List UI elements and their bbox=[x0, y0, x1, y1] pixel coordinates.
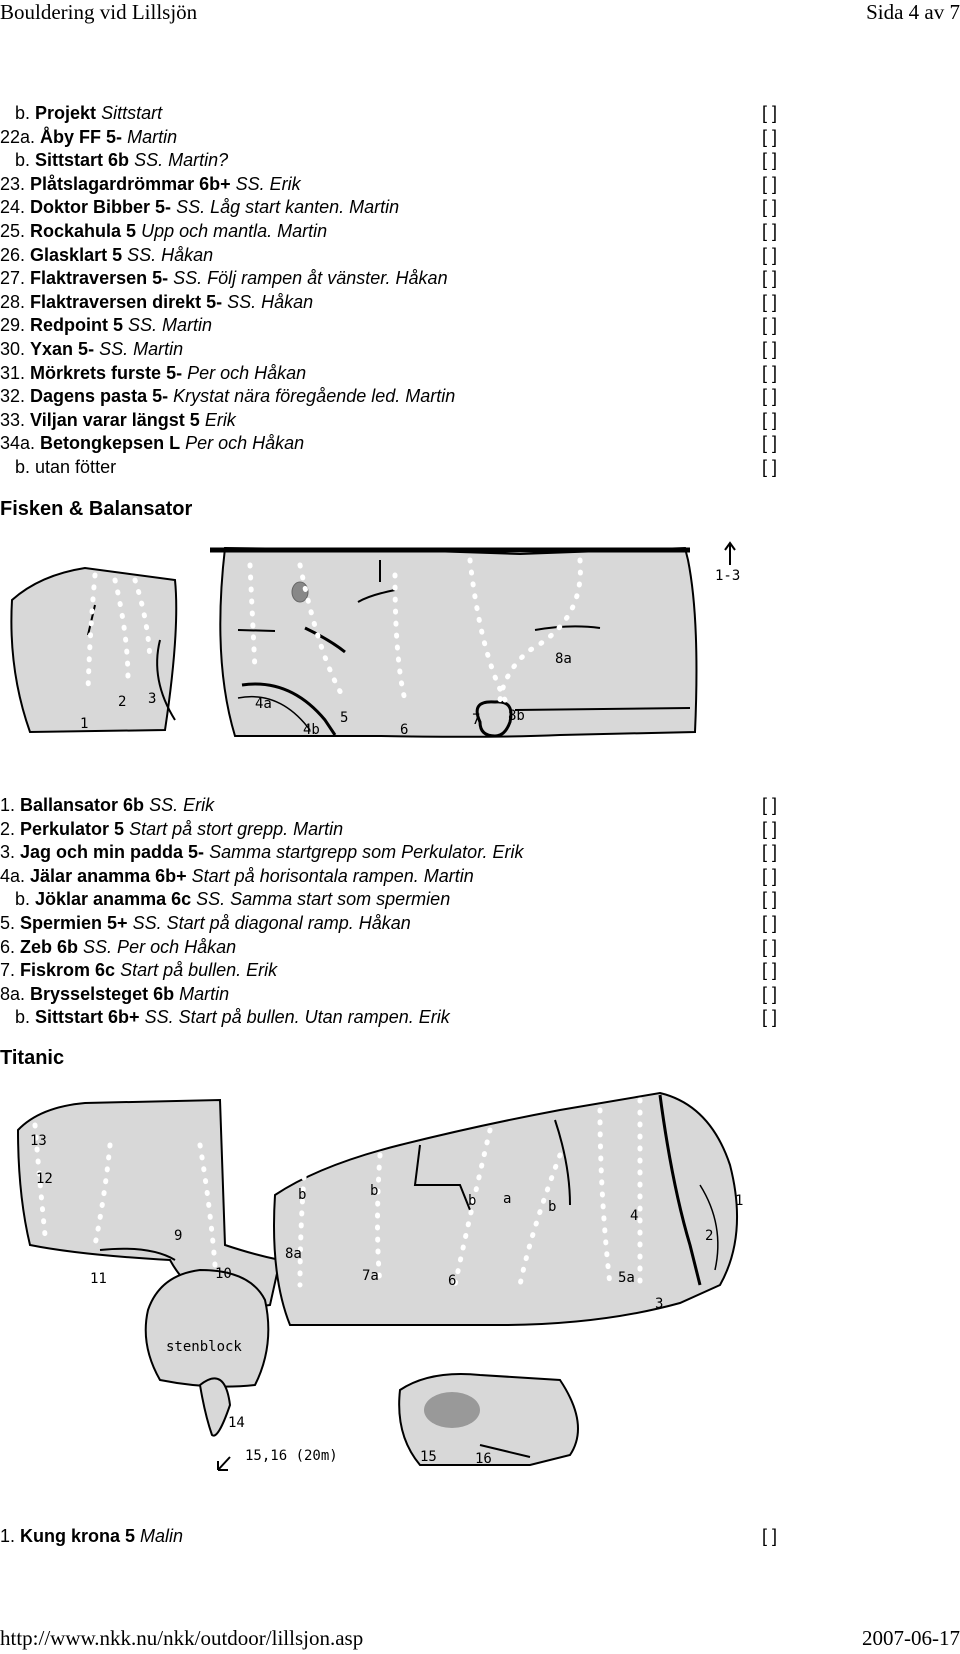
problem-note: Martin bbox=[179, 983, 230, 1004]
page-number: Sida 4 av 7 bbox=[866, 0, 960, 24]
list-item bbox=[0, 338, 780, 362]
list-item bbox=[0, 362, 780, 386]
problem-note: SS. Start på diagonal ramp. Håkan bbox=[132, 912, 411, 933]
problem-num: b. bbox=[0, 1007, 36, 1028]
problem-name: Spermien 5+ bbox=[20, 912, 128, 933]
problem-note: SS. Martin bbox=[128, 315, 213, 336]
list-item bbox=[0, 1006, 780, 1030]
problem-name: Projekt bbox=[35, 103, 97, 123]
problem-name: Kung krona 5 bbox=[20, 1526, 136, 1546]
tick-box: [ ] bbox=[761, 409, 777, 430]
topo-label: b bbox=[548, 1199, 557, 1215]
problem-note: Krystat nära föregående led. Martin bbox=[173, 386, 456, 407]
tick-box: [ ] bbox=[761, 983, 777, 1004]
topo-label: 4 bbox=[630, 1208, 639, 1224]
list-item bbox=[0, 888, 780, 912]
topo-label: b bbox=[468, 1193, 477, 1209]
problem-name: Betongkepsen L bbox=[40, 433, 181, 454]
list-item bbox=[0, 936, 780, 960]
topo-label: a bbox=[503, 1191, 512, 1207]
problem-name: Flaktraversen direkt 5- bbox=[30, 291, 223, 312]
topo-label: 11 bbox=[90, 1271, 107, 1287]
problem-note: SS. Håkan bbox=[227, 291, 314, 312]
problem-name: Sittstart 6b bbox=[35, 150, 130, 171]
footer-url: http://www.nkk.nu/nkk/outdoor/lillsjon.asp bbox=[0, 1626, 364, 1650]
problem-num: 31. bbox=[0, 362, 31, 383]
problem-num: 28. bbox=[0, 291, 31, 312]
problem-name: Mörkrets furste 5- bbox=[30, 362, 183, 383]
problem-num: 33. bbox=[0, 409, 31, 430]
problem-name: Redpoint 5 bbox=[30, 315, 124, 336]
topo-label: 8b bbox=[508, 708, 525, 724]
document-title: Bouldering vid Lillsjön bbox=[0, 0, 198, 24]
topo-label: 10 bbox=[215, 1266, 232, 1282]
problem-name: Glasklart 5 bbox=[30, 244, 123, 265]
list-item bbox=[0, 818, 780, 842]
tick-box: [ ] bbox=[761, 315, 777, 336]
tick-box: [ ] bbox=[761, 103, 777, 123]
topo-label: 4b bbox=[303, 722, 320, 738]
problem-note: SS. Erik bbox=[235, 173, 301, 194]
problem-note: Malin bbox=[140, 1526, 184, 1546]
topo-label: 6 bbox=[400, 722, 409, 738]
problem-num: 24. bbox=[0, 197, 31, 218]
topo-label: 13 bbox=[30, 1133, 47, 1149]
problem-num: 8a. bbox=[0, 983, 31, 1004]
problem-num: 4a. bbox=[0, 865, 31, 886]
problem-name: Brysselsteget 6b bbox=[30, 983, 175, 1004]
list-item bbox=[0, 456, 780, 480]
tick-box: [ ] bbox=[761, 244, 777, 265]
tick-box: [ ] bbox=[761, 842, 777, 863]
problem-num: 7. bbox=[0, 960, 21, 981]
problem-name: Flaktraversen 5- bbox=[30, 268, 169, 289]
list-item bbox=[0, 385, 780, 409]
problem-note: Start på bullen. Erik bbox=[120, 960, 278, 981]
tick-box: [ ] bbox=[761, 1007, 777, 1028]
topo-label: 2 bbox=[705, 1228, 714, 1244]
problem-name: Jag och min padda 5- bbox=[20, 842, 205, 863]
list-item bbox=[0, 102, 780, 126]
list-item bbox=[0, 314, 780, 338]
problem-name: Perkulator 5 bbox=[20, 818, 125, 839]
topo-label: 1 bbox=[735, 1193, 744, 1209]
topo-label: 14 bbox=[228, 1415, 245, 1431]
topo-label: 15,16 (20m) bbox=[245, 1448, 338, 1464]
problem-note: SS. Samma start som spermien bbox=[196, 889, 451, 910]
topo-label: stenblock bbox=[166, 1339, 242, 1355]
topo-label: 7 bbox=[472, 712, 481, 728]
problem-name: Dagens pasta 5- bbox=[30, 386, 169, 407]
problem-num: 2. bbox=[0, 818, 21, 839]
list-item bbox=[0, 220, 780, 244]
topo-label: 9 bbox=[174, 1228, 183, 1244]
topo-label: 1 bbox=[80, 716, 89, 732]
topo-fisken-balansator bbox=[0, 540, 780, 780]
list-item bbox=[0, 794, 780, 818]
topo-label: 3 bbox=[148, 691, 157, 707]
problem-note: Per och Håkan bbox=[185, 433, 305, 454]
problem-num: 30. bbox=[0, 338, 31, 359]
problem-note: SS. Följ rampen åt vänster. Håkan bbox=[173, 268, 448, 289]
topo-label: 6 bbox=[448, 1273, 457, 1289]
topo-label: 8a bbox=[285, 1246, 302, 1262]
tick-box: [ ] bbox=[761, 889, 777, 910]
list-item bbox=[0, 983, 780, 1007]
problem-num: b. bbox=[0, 103, 36, 123]
tick-box: [ ] bbox=[761, 126, 777, 147]
topo-label: 5 bbox=[340, 710, 349, 726]
problem-note: Martin bbox=[127, 126, 178, 147]
problem-num: b. bbox=[0, 889, 36, 910]
topo-label: b bbox=[370, 1183, 379, 1199]
problem-name: Fiskrom 6c bbox=[20, 960, 116, 981]
section-heading-titanic: Titanic bbox=[0, 1047, 65, 1069]
list-item bbox=[0, 912, 780, 936]
problem-note: SS. Låg start kanten. Martin bbox=[176, 197, 400, 218]
problem-name: Yxan 5- bbox=[30, 338, 95, 359]
problem-note: SS. Martin? bbox=[134, 150, 229, 171]
tick-box: [ ] bbox=[761, 362, 777, 383]
problem-num: 6. bbox=[0, 936, 21, 957]
problem-name: Jälar anamma 6b+ bbox=[30, 865, 187, 886]
problem-note: SS. Erik bbox=[149, 795, 215, 815]
tick-box: [ ] bbox=[761, 386, 777, 407]
tick-box: [ ] bbox=[761, 173, 777, 194]
tick-box: [ ] bbox=[761, 936, 777, 957]
problem-list-1 bbox=[0, 102, 780, 480]
list-item bbox=[0, 841, 780, 865]
problem-name: Viljan varar längst 5 bbox=[30, 409, 200, 430]
topo-label: 2 bbox=[118, 694, 127, 710]
problem-num: b. bbox=[0, 150, 36, 171]
problem-num: 22a. bbox=[0, 126, 41, 147]
list-item bbox=[0, 267, 780, 291]
tick-box: [ ] bbox=[761, 1526, 777, 1546]
topo-label: 7a bbox=[362, 1268, 379, 1284]
problem-note: Erik bbox=[204, 409, 236, 430]
topo-label: 3 bbox=[655, 1296, 664, 1312]
topo-label: 15 bbox=[420, 1449, 437, 1465]
topo-label: b bbox=[298, 1187, 307, 1203]
list-item bbox=[0, 149, 780, 173]
problem-list-2 bbox=[0, 794, 780, 1030]
tick-box: [ ] bbox=[761, 150, 777, 171]
list-item bbox=[0, 173, 780, 197]
list-item bbox=[0, 1525, 780, 1549]
problem-num: 32. bbox=[0, 386, 31, 407]
tick-box: [ ] bbox=[761, 268, 777, 289]
tick-box: [ ] bbox=[761, 456, 777, 477]
list-item bbox=[0, 865, 780, 889]
footer-date: 2007-06-17 bbox=[862, 1626, 960, 1650]
problem-note: Samma startgrepp som Perkulator. Erik bbox=[209, 842, 524, 863]
problem-num: 23. bbox=[0, 173, 31, 194]
problem-name: Sittstart 6b+ bbox=[35, 1007, 140, 1028]
problem-note: Per och Håkan bbox=[187, 362, 307, 383]
problem-list-3 bbox=[0, 1525, 780, 1549]
list-item bbox=[0, 959, 780, 983]
topo-label: 5a bbox=[618, 1270, 635, 1286]
topo-titanic bbox=[0, 1085, 780, 1505]
problem-name: Jöklar anamma 6c bbox=[35, 889, 192, 910]
topo-label: 16 bbox=[475, 1451, 492, 1467]
problem-num: 27. bbox=[0, 268, 31, 289]
tick-box: [ ] bbox=[761, 197, 777, 218]
problem-name: Zeb 6b bbox=[20, 936, 79, 957]
problem-num: 29. bbox=[0, 315, 31, 336]
section-heading-fisken: Fisken & Balansator bbox=[0, 498, 193, 520]
problem-num: 26. bbox=[0, 244, 31, 265]
tick-box: [ ] bbox=[761, 433, 777, 454]
tick-box: [ ] bbox=[761, 960, 777, 981]
list-item bbox=[0, 291, 780, 315]
problem-note: Start på horisontala rampen. Martin bbox=[191, 865, 474, 886]
problem-num: 34a. bbox=[0, 433, 41, 454]
problem-plain: utan fötter bbox=[35, 456, 117, 477]
list-item bbox=[0, 432, 780, 456]
list-item bbox=[0, 196, 780, 220]
tick-box: [ ] bbox=[761, 818, 777, 839]
problem-name: Doktor Bibber 5- bbox=[30, 197, 172, 218]
problem-num: 3. bbox=[0, 842, 21, 863]
problem-name: Rockahula 5 bbox=[30, 220, 137, 241]
problem-note: SS. Start på bullen. Utan rampen. Erik bbox=[144, 1007, 450, 1028]
tick-box: [ ] bbox=[761, 912, 777, 933]
problem-note: Start på stort grepp. Martin bbox=[129, 818, 344, 839]
problem-note: Upp och mantla. Martin bbox=[141, 220, 328, 241]
problem-note: SS. Per och Håkan bbox=[83, 936, 237, 957]
problem-note: SS. Martin bbox=[99, 338, 184, 359]
problem-num: 25. bbox=[0, 220, 31, 241]
list-item bbox=[0, 126, 780, 150]
problem-name: Åby FF 5- bbox=[40, 126, 123, 147]
tick-box: [ ] bbox=[761, 795, 777, 815]
topo-label: 8a bbox=[555, 651, 572, 667]
problem-name: Plåtslagardrömmar 6b+ bbox=[30, 173, 231, 194]
problem-num: 5. bbox=[0, 912, 21, 933]
list-item bbox=[0, 244, 780, 268]
problem-note: SS. Håkan bbox=[127, 244, 214, 265]
topo-label: 4a bbox=[255, 696, 272, 712]
topo-label: 1-3 bbox=[715, 568, 741, 584]
problem-note: Sittstart bbox=[101, 103, 163, 123]
tick-box: [ ] bbox=[761, 291, 777, 312]
tick-box: [ ] bbox=[761, 220, 777, 241]
problem-num: b. bbox=[0, 456, 36, 477]
tick-box: [ ] bbox=[761, 865, 777, 886]
problem-num: 1. bbox=[0, 1526, 21, 1546]
topo-label: 12 bbox=[36, 1171, 53, 1187]
problem-name: Ballansator 6b bbox=[20, 795, 145, 815]
problem-num: 1. bbox=[0, 795, 21, 815]
list-item bbox=[0, 409, 780, 433]
tick-box: [ ] bbox=[761, 338, 777, 359]
